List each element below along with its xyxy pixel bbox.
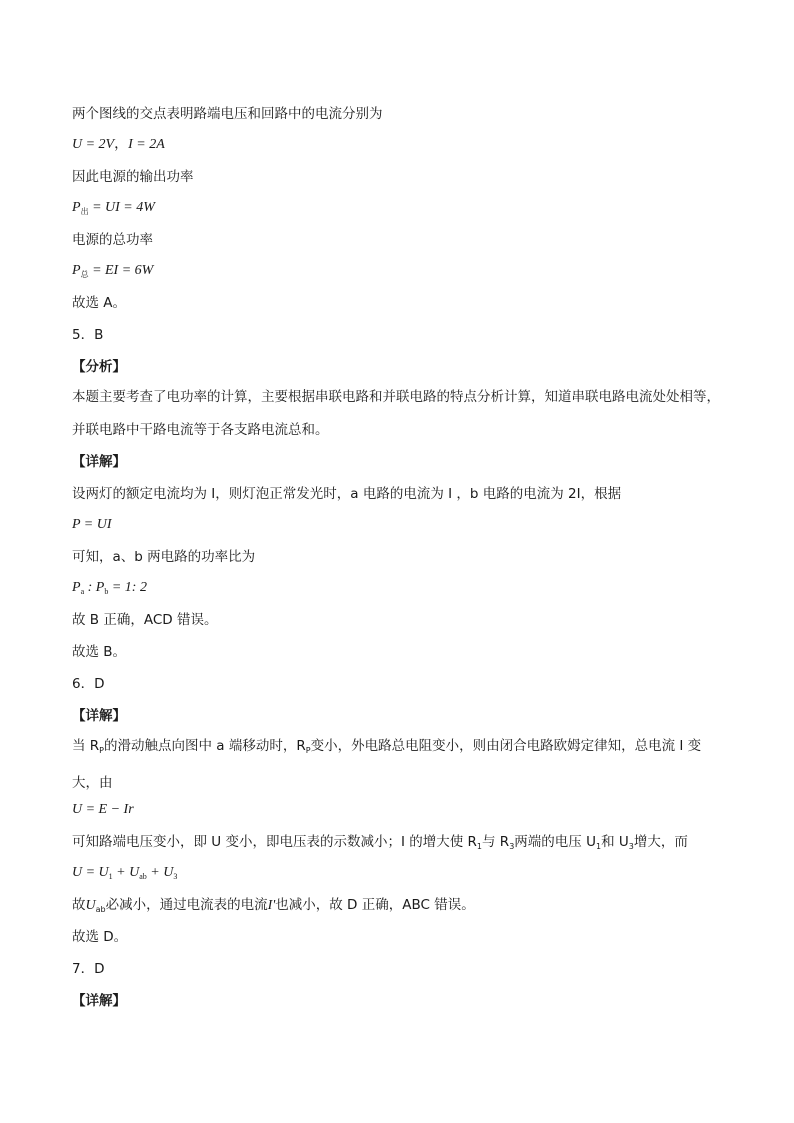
eq-sub-b: b (104, 587, 109, 596)
uab-text-3: 也减小，故 D 正确，ABC 错误。 (275, 897, 475, 913)
eq-sub-a: a (80, 587, 85, 596)
equation-p-ui: P = UI (72, 517, 112, 532)
text-output-power: 因此电源的输出功率 (72, 169, 194, 185)
eq-part-c: + U (146, 865, 174, 880)
eq-var-pb: P (95, 580, 105, 595)
u-text-1: 可知路端电压变小，即 U 变小，即电压表的示数减小；I 的增大使 R (72, 834, 477, 850)
equation-u-e-ir: U = E − Ir (72, 802, 134, 817)
eq-rest: = 1: 2 (108, 580, 147, 595)
eq-var-p: P (72, 263, 81, 278)
u-sub-3: 1 (595, 842, 602, 851)
paragraph-uab (72, 895, 475, 920)
equation-u-sum (72, 863, 177, 887)
text-intersection: 两个图线的交点表明路端电压和回路中的电流分别为 (72, 106, 383, 122)
answer-7: 7．D (72, 961, 105, 977)
rp-text-3: 变小，外电路总电阻变小，则由闭合电路欧姆定律知，总电流 I 变大，由 (72, 738, 702, 791)
text-choose-b: 故选 B。 (72, 644, 127, 660)
paragraph-u-decrease (72, 832, 688, 857)
uab-text-1: 故 (72, 897, 86, 913)
text-power-ratio: 可知，a、b 两电路的功率比为 (72, 549, 256, 565)
u-sub-1: 1 (476, 842, 483, 851)
equation-p-out (72, 198, 155, 222)
u-text-5: 增大，而 (633, 834, 688, 850)
eq-voltage: U = 2V (72, 137, 115, 152)
text-rated-current: 设两灯的额定电流均为 I，则灯泡正常发光时，a 电路的电流为 I ，b 电路的电流为 2I，根据 (72, 486, 622, 502)
equation-pa-pb (72, 578, 147, 602)
u-sub-4: 3 (628, 842, 634, 851)
heading-detail-5: 【详解】 (72, 454, 126, 470)
uab-text-2: 必减小，通过电流表的电流 (105, 897, 268, 913)
eq-rest: = EI = 6W (88, 263, 154, 278)
text-choose-a: 故选 A。 (72, 295, 127, 311)
eq-sub: 总 (80, 270, 89, 279)
eq-var-pa: P (72, 580, 81, 595)
text-total-power: 电源的总功率 (72, 232, 153, 248)
text-b-correct: 故 B 正确，ACD 错误。 (72, 612, 218, 628)
eq-part-a: U = U (72, 865, 109, 880)
eq-part-b: + U (112, 865, 140, 880)
u-text-2: 与 R (482, 834, 510, 850)
eq-sub-1: 1 (108, 872, 113, 881)
heading-detail-6: 【详解】 (72, 708, 126, 724)
heading-detail-7: 【详解】 (72, 993, 126, 1009)
u-sub-2: 3 (509, 842, 515, 851)
rp-sub-1: P (99, 746, 104, 755)
u-text-4: 和 U (601, 834, 629, 850)
eq-sub: 出 (80, 207, 89, 216)
eq-rest: = UI = 4W (88, 200, 155, 215)
equation-u-i (72, 135, 165, 155)
eq-sub-ab: ab (139, 872, 147, 881)
text-choose-d: 故选 D。 (72, 929, 128, 945)
equation-p-total (72, 261, 153, 285)
uab-var-u: U (85, 898, 96, 913)
eq-sub-3: 3 (173, 872, 178, 881)
uab-var-i: I' (267, 898, 276, 913)
answer-6: 6．D (72, 676, 105, 692)
paragraph-rp (72, 730, 722, 800)
analysis-paragraph: 本题主要考查了电功率的计算，主要根据串联电路和并联电路的特点分析计算，知道串联电路电流处处相等，并联电路中干路电流等于各支路电流总和。 (72, 389, 720, 438)
eq-current: I = 2A (128, 137, 165, 152)
eq-colon: : (84, 580, 96, 595)
rp-text-1: 当 R (72, 738, 100, 754)
eq-var-p: P (72, 200, 81, 215)
answer-5: 5．B (72, 327, 104, 343)
uab-sub: ab (95, 905, 106, 914)
eq-separator: ， (114, 137, 129, 152)
rp-text-2: 的滑动触点向图中 a 端移动时，R (104, 738, 306, 754)
rp-sub-2: P (305, 746, 311, 755)
heading-analysis: 【分析】 (72, 359, 126, 375)
u-text-3: 两端的电压 U (514, 834, 596, 850)
